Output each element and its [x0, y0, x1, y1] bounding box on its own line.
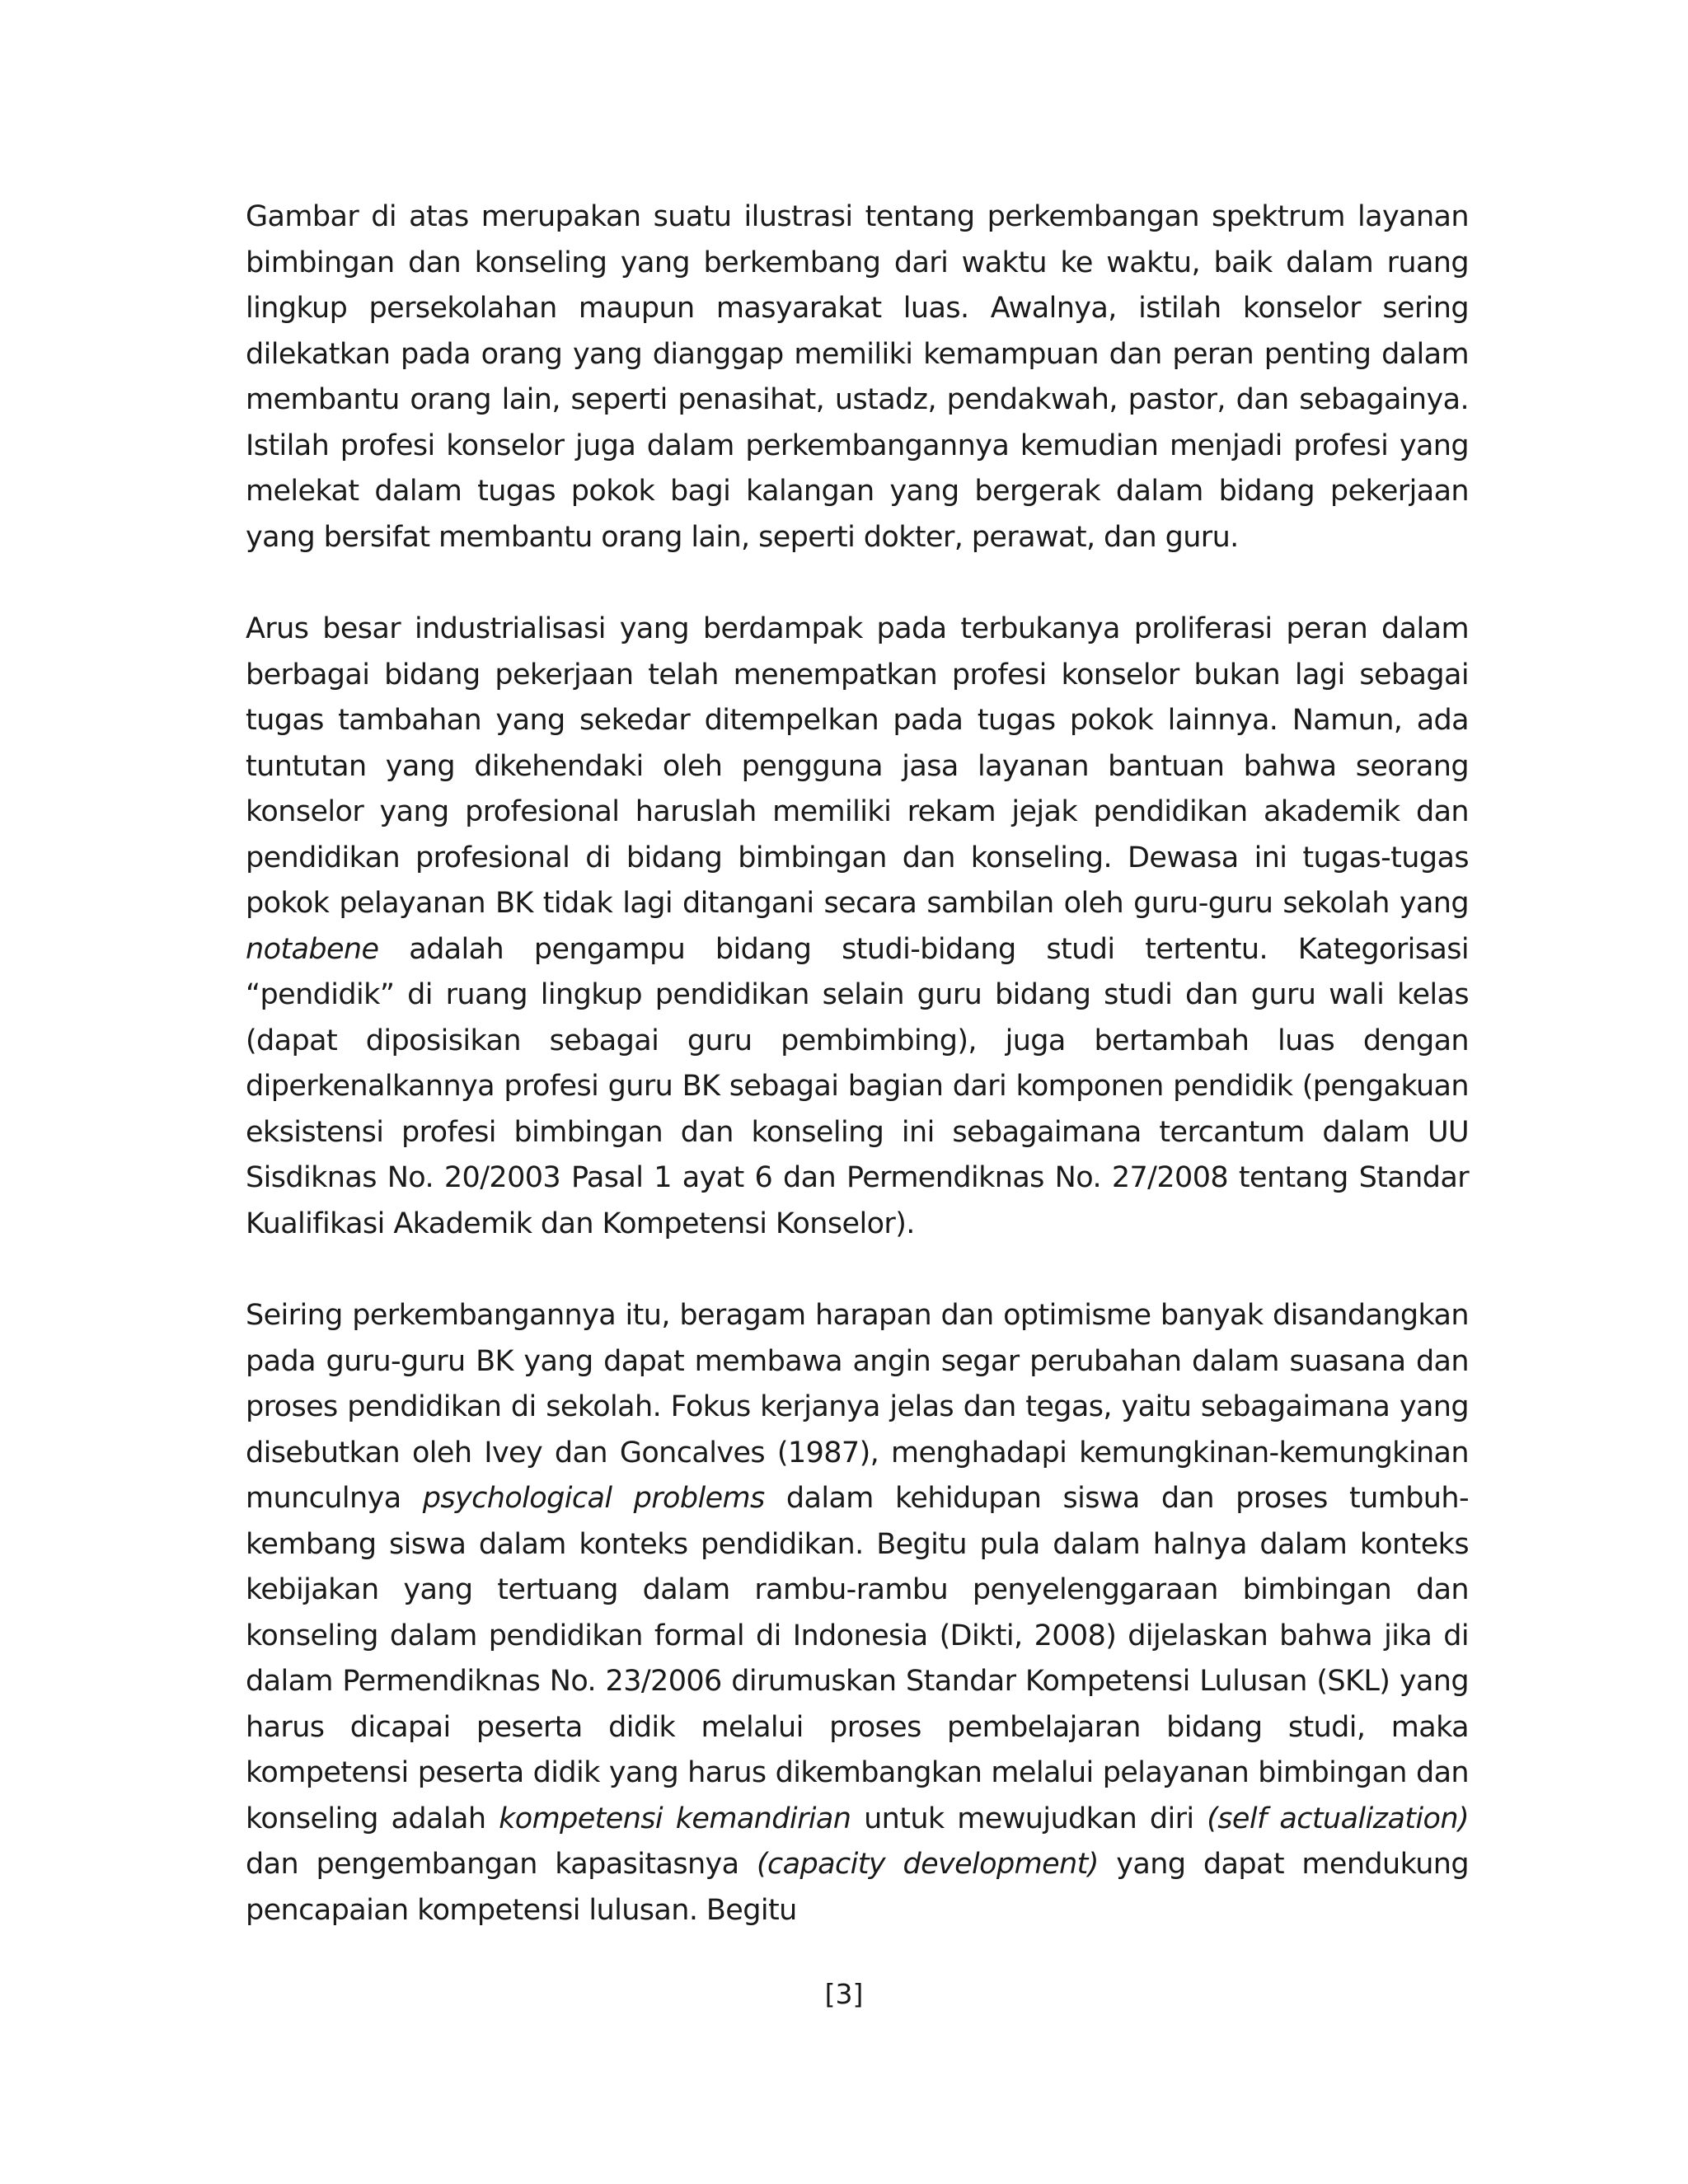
text-segment: Seiring perkembangannya itu, beragam harapan dan optimisme banyak disandangkan pada guru-guru BK yang dapat membawa angin segar perubahan dalam suasana dan proses pendidikan di sekolah. Fokus kerjanya jelas dan tegas, yaitu sebagaimana yang disebutkan oleh Ivey dan Goncalves (1987), menghadapi kemungkinan-kemungkinan munculnya [246, 1299, 1469, 1515]
text-segment: untuk mewujudkan diri [851, 1802, 1207, 1835]
paragraph-1 [246, 194, 1469, 560]
page-number: [3] [824, 1978, 864, 2010]
italic-term: notabene [246, 932, 379, 966]
paragraph-3 [246, 1293, 1469, 1933]
text-segment: Gambar di atas merupakan suatu ilustrasi tentang perkembangan spektrum layanan bimbingan dan konseling yang berkembang dari waktu ke waktu, baik dalam ruang lingkup persekolahan maupun masyarakat luas. Awalnya, istilah konselor sering dilekatkan pada orang yang dianggap memiliki kemampuan dan peran penting dalam membantu orang lain, seperti penasihat, ustadz, pendakwah, pastor, dan sebagainya. Istilah profesi konselor juga dalam perkembangannya kemudian menjadi profesi yang melekat dalam tugas pokok bagi kalangan yang bergerak dalam bidang pekerjaan yang bersifat membantu orang lain, seperti dokter, perawat, dan guru. [246, 200, 1469, 554]
text-segment: yang dapat mendukung pencapaian kompetensi lulusan. Begitu [246, 1848, 1469, 1927]
italic-term: psychological problems [422, 1482, 765, 1515]
paragraph-2 [246, 607, 1469, 1247]
text-segment: dalam kehidupan siswa dan proses tumbuh-kembang siswa dalam konteks pendidikan. Begitu pula dalam halnya dalam konteks kebijakan yang tertuang dalam rambu-rambu penyelenggaraan bimbingan dan konseling dalam pendidikan formal di Indonesia (Dikti, 2008) dijelaskan bahwa jika di dalam Permendiknas No. 23/2006 dirumuskan Standar Kompetensi Lulusan (SKL) yang harus dicapai peserta didik melalui proses pembelajaran bidang studi, maka kompetensi peserta didik yang harus dikembangkan melalui pelayanan bimbingan dan konseling adalah [246, 1482, 1470, 1835]
text-segment: adalah pengampu bidang studi-bidang studi tertentu. Kategorisasi “pendidik” di ruang lingkup pendidikan selain guru bidang studi dan guru wali kelas (dapat diposisikan sebagai guru pembimbing), juga bertambah luas dengan diperkenalkannya profesi guru BK sebagai bagian dari komponen pendidik (pengakuan eksistensi profesi bimbingan dan konseling ini sebagaimana tercantum dalam UU Sisdiknas No. 20/2003 Pasal 1 ayat 6 dan Permendiknas No. 27/2008 tentang Standar Kualifikasi Akademik dan Kompetensi Konselor). [246, 932, 1469, 1240]
italic-term: kompetensi kemandirian [499, 1802, 851, 1835]
italic-term: (self actualization) [1207, 1802, 1470, 1835]
text-segment: dan pengembangan kapasitasnya [246, 1848, 757, 1881]
body-text [246, 194, 1469, 1980]
italic-term: (capacity development) [756, 1848, 1099, 1881]
text-segment: Arus besar industrialisasi yang berdampak pada terbukanya proliferasi peran dalam berbagai bidang pekerjaan telah menempatkan profesi konselor bukan lagi sebagai tugas tambahan yang sekedar ditempelkan pada tugas pokok lainnya. Namun, ada tuntutan yang dikehendaki oleh pengguna jasa layanan bantuan bahwa seorang konselor yang profesional haruslah memiliki rekam jejak pendidikan akademik dan pendidikan profesional di bidang bimbingan dan konseling. Dewasa ini tugas-tugas pokok pelayanan BK tidak lagi ditangani secara sambilan oleh guru-guru sekolah yang [246, 612, 1469, 920]
